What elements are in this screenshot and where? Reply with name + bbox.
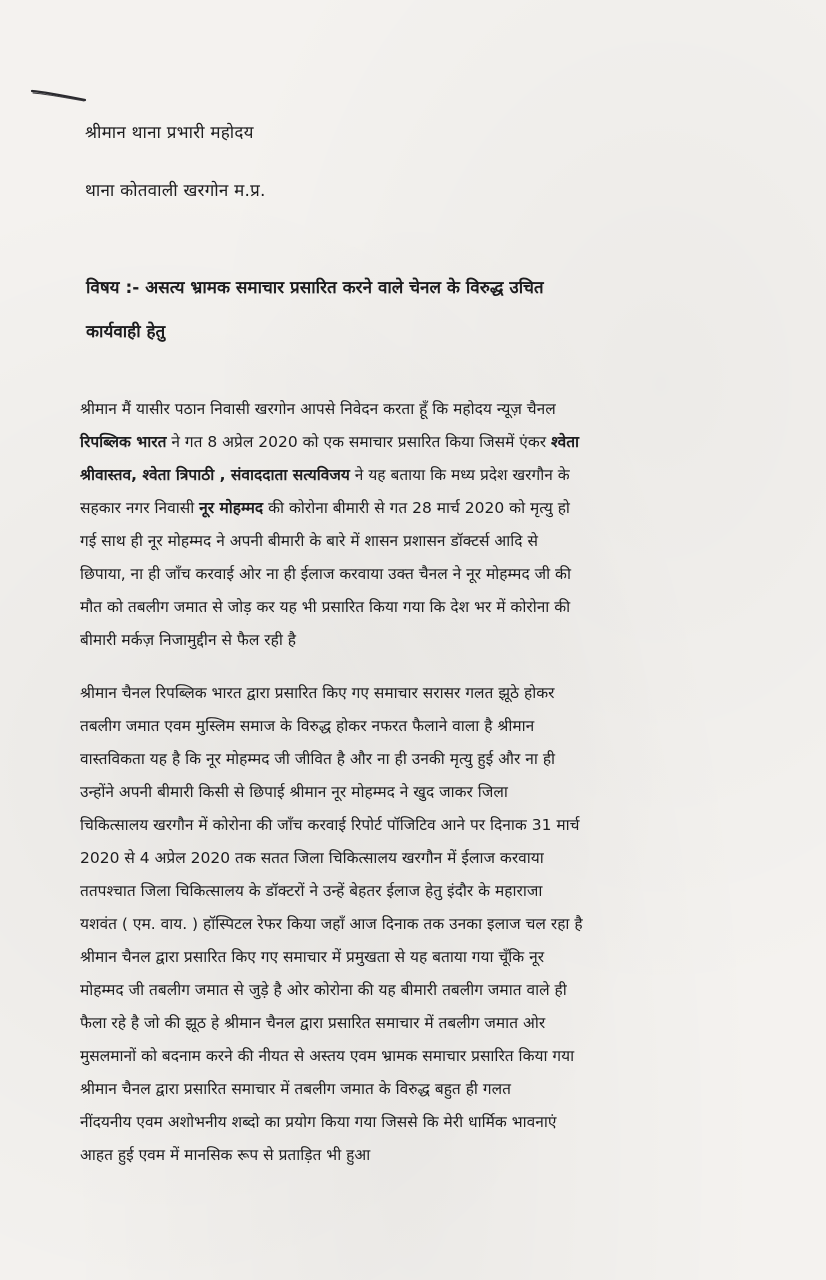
subject: [86, 266, 746, 354]
paragraph-2-line: श्रीमान चैनल द्वारा प्रसारित किए गए समाचार में प्रमुखता से यह बताया गया चूँकि नूर: [80, 948, 545, 966]
text-fragment: की कोरोना बीमारी से गत 28 मार्च 2020 को मृत्यु हो: [263, 499, 570, 517]
subject-line-1: विषय :- असत्य भ्रामक समाचार प्रसारित करने वाले चेनल के विरुद्ध उचित: [86, 278, 544, 298]
reporter-names: श्रीवास्तव, श्वेता त्रिपाठी , संवाददाता सत्यविजय: [80, 466, 350, 484]
addressee-line-1: श्रीमान थाना प्रभारी महोदय: [85, 123, 254, 143]
text-fragment: ने यह बताया कि मध्य प्रदेश खरगौन के: [349, 466, 570, 484]
paragraph-1-line: बीमारी मर्कज़ निजामुद्दीन से फैल रही है: [80, 631, 297, 649]
paragraph-1-line: छिपाया, ना ही जाँच करवाई ओर ना ही ईलाज करवाया उक्त चैनल ने नूर मोहम्मद जी की: [80, 565, 571, 583]
paragraph-1-line: [80, 426, 755, 459]
paragraph-2-line: श्रीमान चैनल द्वारा प्रसारित समाचार में तबलीग जमात के विरुद्ध बहुत ही गलत: [80, 1080, 511, 1098]
paragraph-2-line: मोहम्मद जी तबलीग जमात से जुड़े है ओर कोरोना की यह बीमारी तबलीग जमात वाले ही: [80, 981, 567, 999]
pen-mark: [30, 88, 88, 102]
paragraph-1-line: [80, 492, 755, 525]
paragraph-2-line: वास्तविकता यह है कि नूर मोहम्मद जी जीवित है और ना ही उनकी मृत्यु हुई और ना ही: [80, 750, 556, 768]
paragraph-1-line: श्रीमान मैं यासीर पठान निवासी खरगोन आपसे निवेदन करता हूँ कि महोदय न्यूज़ चैनल: [80, 400, 556, 418]
text-fragment: ने गत 8 अप्रेल 2020 को एक समाचार प्रसारित किया जिसमें एंकर: [166, 433, 552, 451]
paragraph-1-line: गई साथ ही नूर मोहम्मद ने अपनी बीमारी के बारे में शासन प्रशासन डॉक्टर्स आदि से: [80, 532, 538, 550]
paragraph-2-line: ततपश्चात जिला चिकित्सालय के डॉक्टरों ने उन्हें बेहतर ईलाज हेतु इंदौर के महाराजा: [80, 882, 543, 900]
paragraph-2-line: फैला रहे है जो की झूठ हे श्रीमान चैनल द्वारा प्रसारित समाचार में तबलीग जमात ओर: [80, 1014, 546, 1032]
paragraph-2-line: यशवंत ( एम. वाय. ) हॉस्पिटल रेफर किया जहाँ आज दिनाक तक उनका इलाज चल रहा है: [80, 915, 583, 933]
anchor-name: श्वेता: [551, 433, 580, 451]
paragraph-1-line: [80, 459, 755, 492]
paragraph-2-line: उन्होंने अपनी बीमारी किसी से छिपाई श्रीमान नूर मोहम्मद ने खुद जाकर जिला: [80, 783, 508, 801]
addressee-line-2: थाना कोतवाली खरगोन म.प्र.: [85, 181, 266, 201]
paragraph-2-line: श्रीमान चैनल रिपब्लिक भारत द्वारा प्रसारित किए गए समाचार सरासर गलत झूठे होकर: [80, 684, 555, 702]
person-name: नूर मोहम्मद: [199, 499, 264, 517]
paragraph-2-line: आहत हुई एवम में मानसिक रूप से प्रताड़ित भी हुआ: [80, 1146, 371, 1164]
paragraph-2-line: तबलीग जमात एवम मुस्लिम समाज के विरुद्ध होकर नफरत फैलाने वाला है श्रीमान: [80, 717, 535, 735]
paragraph-1-line: मौत को तबलीग जमात से जोड़ कर यह भी प्रसारित किया गया कि देश भर में कोरोना की: [80, 598, 571, 616]
paragraph-2-line: चिकित्सालय खरगौन में कोरोना की जाँच करवाई रिपोर्ट पॉजिटिव आने पर दिनाक 31 मार्च: [80, 816, 580, 834]
paragraph-1: [80, 393, 755, 657]
paragraph-2: [80, 677, 755, 1172]
channel-name: रिपब्लिक भारत: [80, 433, 167, 451]
paragraph-2-line: नींदयनीय एवम अशोभनीय शब्दो का प्रयोग किया गया जिससे कि मेरी धार्मिक भावनाएं: [80, 1113, 557, 1131]
text-fragment: सहकार नगर निवासी: [80, 499, 200, 517]
paragraph-2-line: मुसलमानों को बदनाम करने की नीयत से अस्तय एवम भ्रामक समाचार प्रसारित किया गया: [80, 1047, 575, 1065]
subject-line-2: कार्यवाही हेतु: [86, 322, 166, 342]
paragraph-2-line: 2020 से 4 अप्रेल 2020 तक सतत जिला चिकित्सालय खरगौन में ईलाज करवाया: [80, 849, 544, 867]
